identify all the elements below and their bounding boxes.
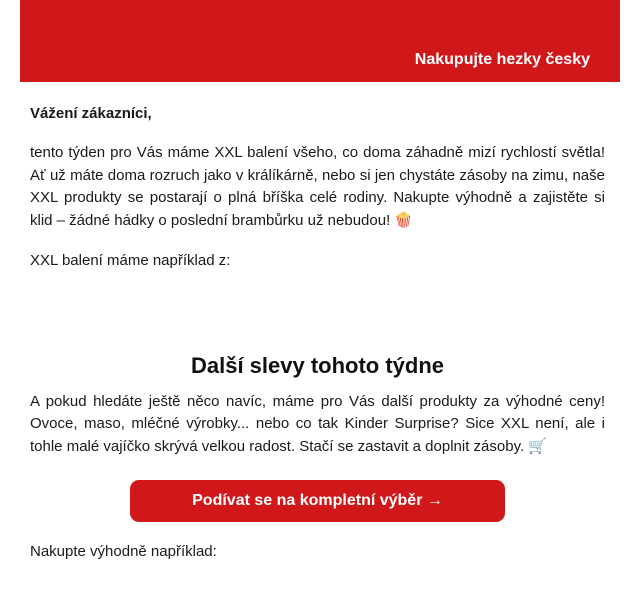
view-full-selection-button[interactable]: Podívat se na kompletní výběr → <box>130 480 505 522</box>
cta-container <box>30 480 605 522</box>
email-content <box>20 103 620 564</box>
greeting: Vážení zákazníci, <box>30 105 152 122</box>
outro-text: Nakupte výhodně například: <box>30 543 217 560</box>
intro-paragraph: tento týden pro Vás máme XXL balení všeho, co doma záhadně mizí rychlostí světla! Ať už máte doma rozruch jako v králíkárně, nebo si jen chystáte zásoby na zimu, naše XXL produkty se postarají o plná bříška celé rodiny. Nakupte výhodně a zajistěte si klid – žádné hádky o poslední brambůrku už nebudou! 🍿 <box>30 144 605 229</box>
banner-tagline: Nakupujte hezky česky <box>414 51 590 68</box>
xxl-lead-text: XXL balení máme například z: <box>30 252 231 269</box>
section-paragraph: A pokud hledáte ještě něco navíc, máme pro Vás další produkty za výhodné ceny! Ovoce, maso, mléčné výrobky... nebo co tak Kinder Surprise? Sice XXL není, ale i tohle malé vajíčko skrývá velkou radost. Stačí se zastavit a doplnit zásoby. 🛒 <box>30 392 605 455</box>
email-body <box>20 0 620 564</box>
section-heading: Další slevy tohoto týdne <box>190 352 445 378</box>
header-banner <box>20 0 620 82</box>
